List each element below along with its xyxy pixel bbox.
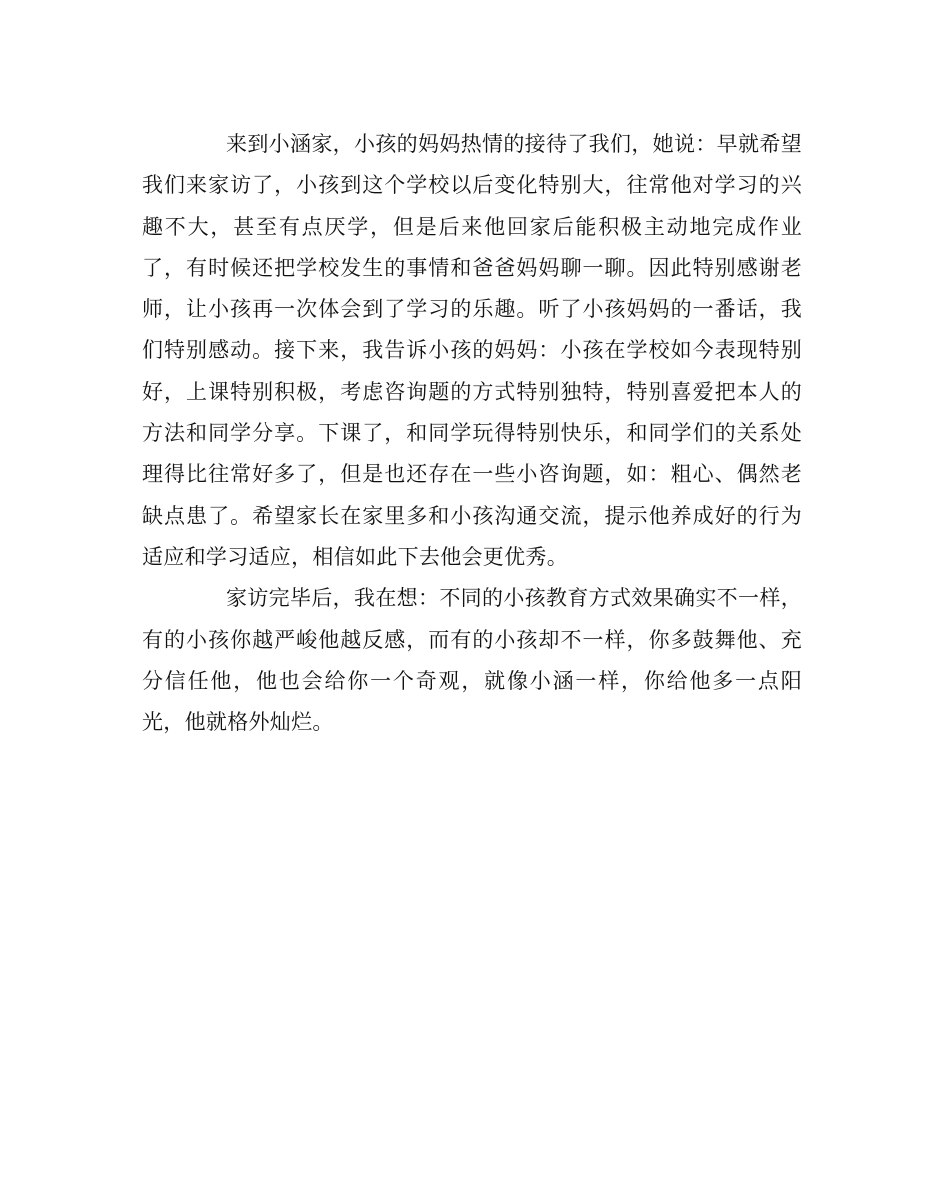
- paragraph-reflection: 家访完毕后，我在想：不同的小孩教育方式效果确实不一样，有的小孩你越严峻他越反感，而有的小孩却不一样，你多鼓舞他、充分信任他，他也会给你一个奇观，就像小涵一样，你给他多一点阳光，他就格外灿烂。: [142, 586, 802, 735]
- document-body: [142, 124, 802, 743]
- paragraph-home-visit: 来到小涵家，小孩的妈妈热情的接待了我们，她说：早就希望我们来家访了，小孩到这个学校以后变化特别大，往常他对学习的兴趣不大，甚至有点厌学，但是后来他回家后能积极主动地完成作业了，有时候还把学校发生的事情和爸爸妈妈聊一聊。因此特别感谢老师，让小孩再一次体会到了学习的乐趣。听了小孩妈妈的一番话，我们特别感动。接下来，我告诉小孩的妈妈：小孩在学校如今表现特别好，上课特别积极，考虑咨询题的方式特别独特，特别喜爱把本人的方法和同学分享。下课了，和同学玩得特别快乐，和同学们的关系处理得比往常好多了，但是也还存在一些小咨询题，如：粗心、偶然老缺点患了。希望家长在家里多和小孩沟通交流，提示他养成好的行为适应和学习适应，相信如此下去他会更优秀。: [142, 132, 802, 569]
